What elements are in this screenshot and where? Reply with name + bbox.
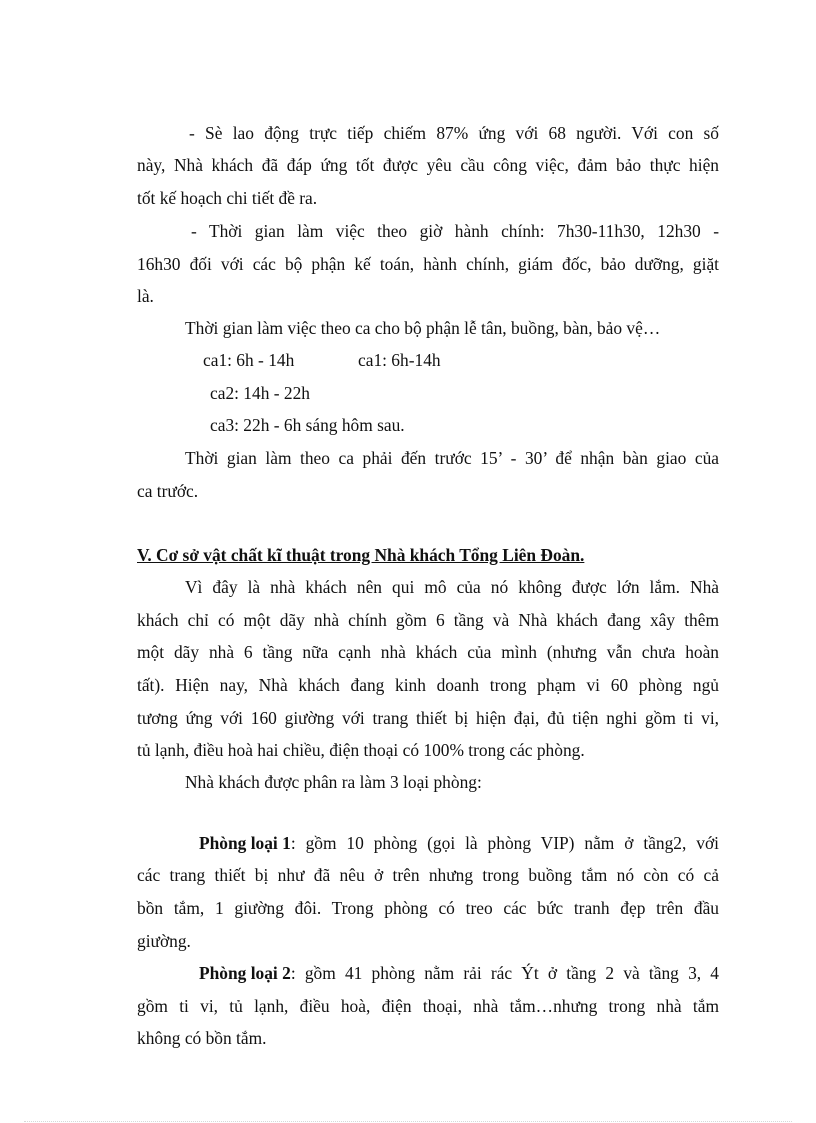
admin-hours-line-2: 16h30 đối với các bộ phận kế toán, hành chính, giám đốc, bảo dưỡng, giặt [137,254,719,274]
facilities-line-2: khách chỉ có một dãy nhà chính gồm 6 tầng và Nhà khách đang xây thêm [137,610,719,630]
section-v-heading: V. Cơ sở vật chất kĩ thuật trong Nhà khách Tổng Liên Đoàn. [137,545,585,565]
facilities-line-1: Vì đây là nhà khách nên qui mô của nó không được lớn lắm. Nhà [185,577,719,597]
room2-line-1 [199,961,719,985]
room2-label: Phòng loại 2 [199,963,291,983]
labor-line-2: này, Nhà khách đã đáp ứng tốt được yêu cầu công việc, đảm bảo thực hiện [137,155,719,175]
page-bottom-border [24,1121,792,1122]
room1-line-3: bồn tắm, 1 giường đôi. Trong phòng có treo các bức tranh đẹp trên đầu [137,898,719,918]
room1-line-1 [199,831,719,855]
room2-text-1: : gồm 41 phòng nằm rải rác Ýt ở tầng 2 và tầng 3, 4 [290,963,719,983]
shift-ca1-a: ca1: 6h - 14h [203,350,295,370]
room2-line-2: gồm ti vi, tủ lạnh, điều hoà, điện thoại, nhà tắm…nhưng trong nhà tắm [137,996,719,1016]
facilities-line-3: một dãy nhà 6 tầng nữa cạnh nhà khách của mình (nhưng vẫn chưa hoàn [137,642,719,662]
room2-line-3: không có bồn tắm. [137,1028,267,1048]
shift-ca2: ca2: 14h - 22h [210,383,310,403]
shift-ca3: ca3: 22h - 6h sáng hôm sau. [210,415,405,435]
room1-label: Phòng loại 1 [199,833,291,853]
shift-arrive-line-1: Thời gian làm theo ca phải đến trước 15’ - 30’ để nhận bàn giao của [185,448,719,468]
rooms-intro: Nhà khách được phân ra làm 3 loại phòng: [185,772,482,792]
shift-ca1-b: ca1: 6h-14h [358,350,441,370]
facilities-line-6: tủ lạnh, điều hoà hai chiều, điện thoại có 100% trong các phòng. [137,740,585,760]
room1-line-2: các trang thiết bị như đã nêu ở trên nhưng trong buồng tắm nó còn có cả [137,865,719,885]
admin-hours-line-3: là. [137,286,154,306]
room1-text-1: : gồm 10 phòng (gọi là phòng VIP) nằm ở tầng2, với [290,833,719,853]
facilities-line-5: tương ứng với 160 giường với trang thiết bị hiện đại, đủ tiện nghi gồm ti vi, [137,708,719,728]
admin-hours-line-1: - Thời gian làm việc theo giờ hành chính: 7h30-11h30, 12h30 - [191,221,719,241]
labor-line-3: tốt kế hoạch chi tiết đề ra. [137,188,318,208]
room1-line-4: giường. [137,931,191,951]
shift-arrive-line-2: ca trước. [137,481,199,501]
facilities-line-4: tất). Hiện nay, Nhà khách đang kinh doanh trong phạm vi 60 phòng ngủ [137,675,719,695]
shift-intro: Thời gian làm việc theo ca cho bộ phận lễ tân, buồng, bàn, bảo vệ… [185,318,661,338]
labor-line-1: - Sè lao động trực tiếp chiếm 87% ứng với 68 người. Với con số [189,123,719,143]
